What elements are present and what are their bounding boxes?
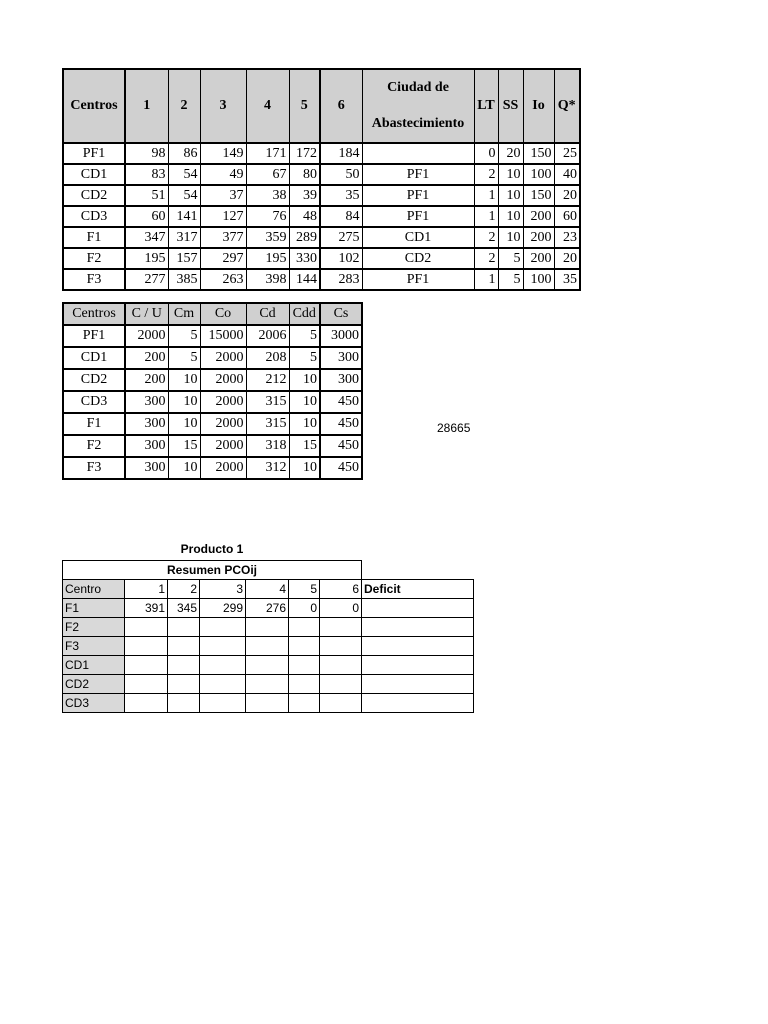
centro-name: CD2 xyxy=(63,185,125,206)
period-5-value xyxy=(289,637,320,656)
period-6-value: 0 xyxy=(320,599,362,618)
period-1-value xyxy=(125,675,168,694)
table-row xyxy=(63,457,362,479)
cu-value: 300 xyxy=(125,391,168,413)
period-3-value: 49 xyxy=(200,164,246,185)
period-3-value: 377 xyxy=(200,227,246,248)
period-6-value xyxy=(320,618,362,637)
ss-value: 5 xyxy=(498,269,523,290)
costos-table xyxy=(62,302,363,480)
cs-value: 450 xyxy=(320,391,362,413)
cs-value: 450 xyxy=(320,435,362,457)
table-row xyxy=(63,656,474,675)
centro-name: F1 xyxy=(63,413,125,435)
cd-value: 312 xyxy=(246,457,289,479)
lt-value: 2 xyxy=(474,164,498,185)
period-2-value: 317 xyxy=(168,227,200,248)
table-row xyxy=(63,227,580,248)
cdd-value: 10 xyxy=(289,457,320,479)
deficit-value xyxy=(362,618,474,637)
lt-value: 0 xyxy=(474,143,498,164)
period-2-value xyxy=(168,618,200,637)
period-5-value: 80 xyxy=(289,164,320,185)
loose-total-value: 28665 xyxy=(437,421,471,435)
ss-value: 10 xyxy=(498,206,523,227)
period-2-value: 385 xyxy=(168,269,200,290)
header-lt: LT xyxy=(474,69,498,143)
ciudad-abastecimiento-value: CD1 xyxy=(362,227,474,248)
centro-name: CD1 xyxy=(63,347,125,369)
centro-name: CD1 xyxy=(63,656,125,675)
ss-value: 10 xyxy=(498,164,523,185)
cd-value: 2006 xyxy=(246,325,289,347)
header-ciudad-abastecimiento: Ciudad de Abastecimiento xyxy=(362,69,474,143)
centro-name: CD3 xyxy=(63,391,125,413)
period-2-value xyxy=(168,637,200,656)
table-row xyxy=(63,637,474,656)
period-2-value: 157 xyxy=(168,248,200,269)
period-1-value: 51 xyxy=(125,185,168,206)
period-5-value xyxy=(289,675,320,694)
period-3-value: 127 xyxy=(200,206,246,227)
io-value: 200 xyxy=(523,206,554,227)
centro-name: CD2 xyxy=(63,675,125,694)
table-row xyxy=(63,143,580,164)
centro-name: PF1 xyxy=(63,143,125,164)
period-4-value xyxy=(246,694,289,713)
period-1-value: 60 xyxy=(125,206,168,227)
cs-value: 450 xyxy=(320,457,362,479)
co-value: 2000 xyxy=(200,435,246,457)
period-3-value xyxy=(200,656,246,675)
period-3-value: 297 xyxy=(200,248,246,269)
cm-value: 10 xyxy=(168,369,200,391)
header-period-5: 5 xyxy=(289,580,320,599)
co-value: 2000 xyxy=(200,457,246,479)
period-1-value: 347 xyxy=(125,227,168,248)
header-period-2: 2 xyxy=(168,580,200,599)
header-period-4: 4 xyxy=(246,69,289,143)
table-row xyxy=(63,206,580,227)
lt-value: 1 xyxy=(474,206,498,227)
cm-value: 5 xyxy=(168,347,200,369)
header-co: Co xyxy=(200,303,246,325)
period-6-value xyxy=(320,694,362,713)
period-3-value: 37 xyxy=(200,185,246,206)
table-row xyxy=(63,369,362,391)
deficit-value xyxy=(362,694,474,713)
table3-subtitle-row xyxy=(63,561,474,580)
table1-header-row xyxy=(63,69,580,143)
cdd-value: 10 xyxy=(289,413,320,435)
q-value: 25 xyxy=(554,143,580,164)
period-5-value: 39 xyxy=(289,185,320,206)
period-2-value: 54 xyxy=(168,185,200,206)
lt-value: 1 xyxy=(474,185,498,206)
header-period-5: 5 xyxy=(289,69,320,143)
period-4-value: 276 xyxy=(246,599,289,618)
table-row xyxy=(63,164,580,185)
centro-name: F3 xyxy=(63,637,125,656)
q-value: 35 xyxy=(554,269,580,290)
period-6-value: 275 xyxy=(320,227,362,248)
period-4-value xyxy=(246,618,289,637)
period-4-value: 76 xyxy=(246,206,289,227)
header-cdd: Cdd xyxy=(289,303,320,325)
ciudad-abastecimiento-value: CD2 xyxy=(362,248,474,269)
centros-periodos-table xyxy=(62,68,581,291)
period-4-value: 171 xyxy=(246,143,289,164)
table-row xyxy=(63,248,580,269)
period-4-value: 398 xyxy=(246,269,289,290)
cdd-value: 10 xyxy=(289,369,320,391)
period-4-value: 359 xyxy=(246,227,289,248)
period-5-value: 0 xyxy=(289,599,320,618)
header-q: Q* xyxy=(554,69,580,143)
cu-value: 2000 xyxy=(125,325,168,347)
period-6-value: 184 xyxy=(320,143,362,164)
period-5-value: 48 xyxy=(289,206,320,227)
q-value: 20 xyxy=(554,185,580,206)
ciudad-abastecimiento-value: PF1 xyxy=(362,164,474,185)
header-centro: Centro xyxy=(63,580,125,599)
co-value: 2000 xyxy=(200,413,246,435)
header-cu: C / U xyxy=(125,303,168,325)
period-2-value xyxy=(168,675,200,694)
table-row xyxy=(63,185,580,206)
cu-value: 300 xyxy=(125,435,168,457)
period-3-value: 299 xyxy=(200,599,246,618)
header-cm: Cm xyxy=(168,303,200,325)
cm-value: 15 xyxy=(168,435,200,457)
table-row xyxy=(63,694,474,713)
table-row xyxy=(63,435,362,457)
period-3-value xyxy=(200,694,246,713)
cdd-value: 10 xyxy=(289,391,320,413)
io-value: 150 xyxy=(523,185,554,206)
table3-header-row xyxy=(63,580,474,599)
lt-value: 2 xyxy=(474,227,498,248)
centro-name: CD3 xyxy=(63,206,125,227)
period-5-value: 330 xyxy=(289,248,320,269)
period-2-value xyxy=(168,656,200,675)
io-value: 150 xyxy=(523,143,554,164)
io-value: 200 xyxy=(523,227,554,248)
header-deficit: Deficit xyxy=(362,580,474,599)
resumen-pcoij-table xyxy=(62,560,474,713)
q-value: 20 xyxy=(554,248,580,269)
header-period-2: 2 xyxy=(168,69,200,143)
cs-value: 450 xyxy=(320,413,362,435)
header-period-3: 3 xyxy=(200,69,246,143)
cd-value: 208 xyxy=(246,347,289,369)
table-row xyxy=(63,347,362,369)
header-io: Io xyxy=(523,69,554,143)
period-1-value: 391 xyxy=(125,599,168,618)
table-row xyxy=(63,618,474,637)
period-3-value: 263 xyxy=(200,269,246,290)
deficit-value xyxy=(362,656,474,675)
period-1-value xyxy=(125,694,168,713)
ciudad-abastecimiento-value: PF1 xyxy=(362,206,474,227)
ciudad-abastecimiento-value: PF1 xyxy=(362,269,474,290)
io-value: 100 xyxy=(523,269,554,290)
period-5-value: 172 xyxy=(289,143,320,164)
deficit-value xyxy=(362,637,474,656)
cd-value: 315 xyxy=(246,413,289,435)
period-1-value xyxy=(125,618,168,637)
period-3-value xyxy=(200,637,246,656)
q-value: 23 xyxy=(554,227,580,248)
header-period-3: 3 xyxy=(200,580,246,599)
header-period-6: 6 xyxy=(320,580,362,599)
deficit-value xyxy=(362,675,474,694)
table-row xyxy=(63,599,474,618)
header-centros: Centros xyxy=(63,303,125,325)
period-1-value: 195 xyxy=(125,248,168,269)
cdd-value: 5 xyxy=(289,347,320,369)
period-4-value xyxy=(246,675,289,694)
co-value: 2000 xyxy=(200,391,246,413)
period-6-value: 102 xyxy=(320,248,362,269)
period-4-value: 38 xyxy=(246,185,289,206)
header-cs: Cs xyxy=(320,303,362,325)
cdd-value: 5 xyxy=(289,325,320,347)
header-ss: SS xyxy=(498,69,523,143)
period-1-value xyxy=(125,656,168,675)
centro-name: F1 xyxy=(63,227,125,248)
cdd-value: 15 xyxy=(289,435,320,457)
cd-value: 212 xyxy=(246,369,289,391)
table-row xyxy=(63,675,474,694)
cs-value: 300 xyxy=(320,347,362,369)
period-4-value xyxy=(246,637,289,656)
period-1-value: 83 xyxy=(125,164,168,185)
period-6-value: 84 xyxy=(320,206,362,227)
cs-value: 3000 xyxy=(320,325,362,347)
centro-name: CD2 xyxy=(63,369,125,391)
ss-value: 10 xyxy=(498,185,523,206)
co-value: 2000 xyxy=(200,369,246,391)
period-3-value xyxy=(200,675,246,694)
cs-value: 300 xyxy=(320,369,362,391)
cd-value: 315 xyxy=(246,391,289,413)
lt-value: 1 xyxy=(474,269,498,290)
cd-value: 318 xyxy=(246,435,289,457)
period-5-value xyxy=(289,694,320,713)
period-5-value xyxy=(289,618,320,637)
ciudad-abastecimiento-value xyxy=(362,143,474,164)
period-2-value: 54 xyxy=(168,164,200,185)
ciudad-abastecimiento-value: PF1 xyxy=(362,185,474,206)
header-period-1: 1 xyxy=(125,69,168,143)
cu-value: 200 xyxy=(125,369,168,391)
co-value: 2000 xyxy=(200,347,246,369)
header-period-4: 4 xyxy=(246,580,289,599)
header-cd: Cd xyxy=(246,303,289,325)
co-value: 15000 xyxy=(200,325,246,347)
cm-value: 5 xyxy=(168,325,200,347)
table2-header-row xyxy=(63,303,362,325)
period-4-value: 195 xyxy=(246,248,289,269)
table-row xyxy=(63,325,362,347)
table-row xyxy=(63,269,580,290)
lt-value: 2 xyxy=(474,248,498,269)
io-value: 100 xyxy=(523,164,554,185)
period-6-value xyxy=(320,675,362,694)
period-5-value: 289 xyxy=(289,227,320,248)
period-3-value: 149 xyxy=(200,143,246,164)
producto-title: Producto 1 xyxy=(180,542,244,556)
cm-value: 10 xyxy=(168,413,200,435)
centro-name: F3 xyxy=(63,457,125,479)
resumen-subtitle: Resumen PCOij xyxy=(63,561,362,580)
cm-value: 10 xyxy=(168,391,200,413)
centro-name: F2 xyxy=(63,435,125,457)
centro-name: F3 xyxy=(63,269,125,290)
centro-name: F1 xyxy=(63,599,125,618)
period-6-value: 50 xyxy=(320,164,362,185)
ss-value: 5 xyxy=(498,248,523,269)
centro-name: F2 xyxy=(63,618,125,637)
period-1-value: 98 xyxy=(125,143,168,164)
period-6-value xyxy=(320,656,362,675)
table-row xyxy=(63,413,362,435)
ss-value: 20 xyxy=(498,143,523,164)
period-4-value: 67 xyxy=(246,164,289,185)
period-5-value xyxy=(289,656,320,675)
q-value: 40 xyxy=(554,164,580,185)
period-3-value xyxy=(200,618,246,637)
cu-value: 300 xyxy=(125,457,168,479)
centro-name: CD3 xyxy=(63,694,125,713)
period-1-value: 277 xyxy=(125,269,168,290)
centro-name: CD1 xyxy=(63,164,125,185)
period-2-value: 345 xyxy=(168,599,200,618)
header-period-6: 6 xyxy=(320,69,362,143)
deficit-value xyxy=(362,599,474,618)
q-value: 60 xyxy=(554,206,580,227)
period-2-value: 86 xyxy=(168,143,200,164)
period-6-value xyxy=(320,637,362,656)
table-row xyxy=(63,391,362,413)
period-1-value xyxy=(125,637,168,656)
header-period-1: 1 xyxy=(125,580,168,599)
period-6-value: 283 xyxy=(320,269,362,290)
centro-name: F2 xyxy=(63,248,125,269)
cu-value: 200 xyxy=(125,347,168,369)
period-2-value: 141 xyxy=(168,206,200,227)
centro-name: PF1 xyxy=(63,325,125,347)
period-6-value: 35 xyxy=(320,185,362,206)
cu-value: 300 xyxy=(125,413,168,435)
header-centros: Centros xyxy=(63,69,125,143)
cm-value: 10 xyxy=(168,457,200,479)
period-2-value xyxy=(168,694,200,713)
period-5-value: 144 xyxy=(289,269,320,290)
io-value: 200 xyxy=(523,248,554,269)
period-4-value xyxy=(246,656,289,675)
ss-value: 10 xyxy=(498,227,523,248)
